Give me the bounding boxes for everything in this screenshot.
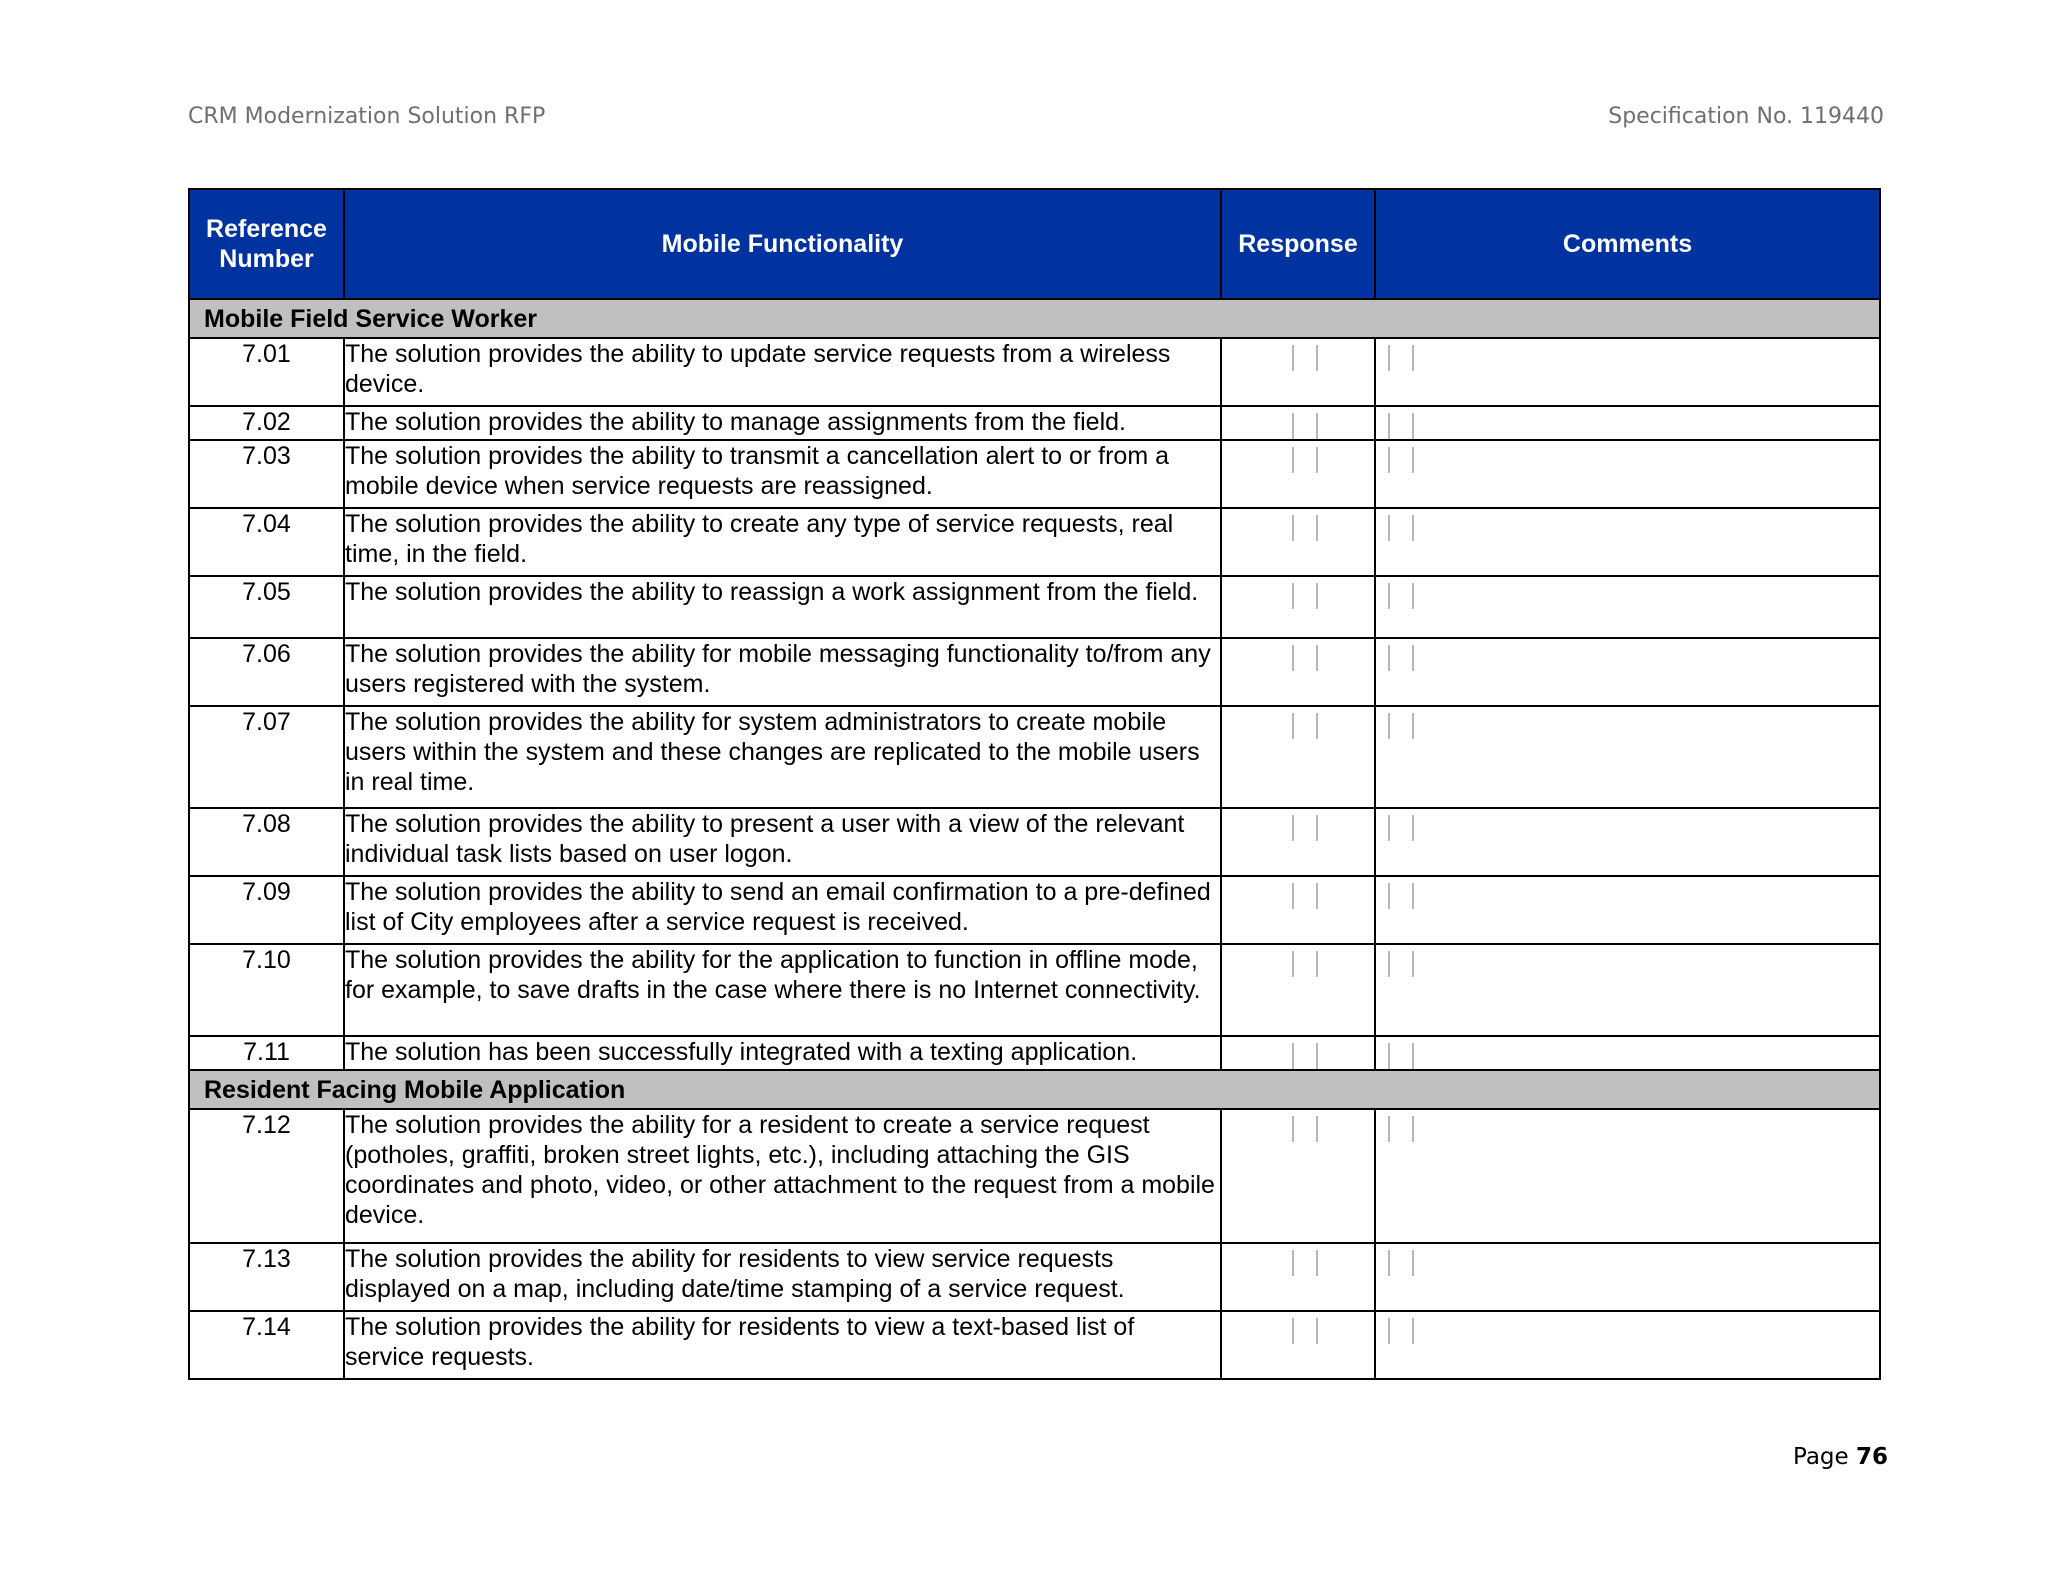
section-row	[189, 299, 1880, 338]
reference-number: 7.02	[189, 406, 344, 440]
response-cell[interactable]	[1221, 638, 1375, 706]
requirement-text: The solution provides the ability for a resident to create a service request (potholes, graffiti, broken street lights, etc.), including attaching the GIS coordinates and photo, video, or other attachment to the request from a mobile device.	[344, 1109, 1221, 1243]
comments-field[interactable]	[1388, 1043, 1414, 1069]
response-cell[interactable]	[1221, 944, 1375, 1036]
response-field[interactable]	[1292, 515, 1318, 541]
reference-number: 7.07	[189, 706, 344, 808]
reference-number: 7.09	[189, 876, 344, 944]
reference-number: 7.14	[189, 1311, 344, 1379]
column-header-reference-number: Reference Number	[189, 189, 344, 299]
table-row	[189, 1243, 1880, 1311]
response-cell[interactable]	[1221, 440, 1375, 508]
reference-number: 7.11	[189, 1036, 344, 1070]
table-row	[189, 638, 1880, 706]
response-cell[interactable]	[1221, 338, 1375, 406]
comments-cell[interactable]	[1375, 406, 1880, 440]
requirement-text: The solution provides the ability to manage assignments from the field.	[344, 406, 1221, 440]
comments-field[interactable]	[1388, 447, 1414, 473]
response-cell[interactable]	[1221, 1243, 1375, 1311]
reference-number: 7.06	[189, 638, 344, 706]
comments-cell[interactable]	[1375, 1036, 1880, 1070]
response-field[interactable]	[1292, 413, 1318, 439]
table-header-row	[189, 189, 1880, 299]
page-label: Page	[1792, 1444, 1849, 1470]
column-header-mobile-functionality: Mobile Functionality	[344, 189, 1221, 299]
page-header	[188, 104, 1884, 134]
page-number-value: 76	[1855, 1444, 1888, 1470]
requirements-table	[188, 188, 1881, 1380]
response-field[interactable]	[1292, 583, 1318, 609]
response-field[interactable]	[1292, 1116, 1318, 1142]
requirement-text: The solution provides the ability to present a user with a view of the relevant individual task lists based on user logon.	[344, 808, 1221, 876]
response-cell[interactable]	[1221, 808, 1375, 876]
table-row	[189, 406, 1880, 440]
requirement-text: The solution has been successfully integrated with a texting application.	[344, 1036, 1221, 1070]
table-row	[189, 1311, 1880, 1379]
response-cell[interactable]	[1221, 1311, 1375, 1379]
comments-cell[interactable]	[1375, 808, 1880, 876]
response-field[interactable]	[1292, 1250, 1318, 1276]
comments-field[interactable]	[1388, 645, 1414, 671]
response-field[interactable]	[1292, 447, 1318, 473]
response-field[interactable]	[1292, 713, 1318, 739]
table-row	[189, 808, 1880, 876]
response-cell[interactable]	[1221, 706, 1375, 808]
specification-number: Specification No. 119440	[1608, 104, 1884, 129]
table-row	[189, 508, 1880, 576]
reference-number: 7.05	[189, 576, 344, 638]
comments-field[interactable]	[1388, 515, 1414, 541]
requirement-text: The solution provides the ability for system administrators to create mobile users within the system and these changes are replicated to the mobile users in real time.	[344, 706, 1221, 808]
requirement-text: The solution provides the ability to create any type of service requests, real time, in the field.	[344, 508, 1221, 576]
table-row	[189, 944, 1880, 1036]
response-field[interactable]	[1292, 1318, 1318, 1344]
requirement-text: The solution provides the ability to update service requests from a wireless device.	[344, 338, 1221, 406]
comments-field[interactable]	[1388, 815, 1414, 841]
comments-cell[interactable]	[1375, 440, 1880, 508]
comments-cell[interactable]	[1375, 876, 1880, 944]
reference-number: 7.10	[189, 944, 344, 1036]
comments-cell[interactable]	[1375, 944, 1880, 1036]
comments-cell[interactable]	[1375, 338, 1880, 406]
response-cell[interactable]	[1221, 508, 1375, 576]
response-cell[interactable]	[1221, 406, 1375, 440]
column-header-response: Response	[1221, 189, 1375, 299]
response-cell[interactable]	[1221, 1036, 1375, 1070]
comments-field[interactable]	[1388, 1116, 1414, 1142]
comments-field[interactable]	[1388, 1250, 1414, 1276]
comments-field[interactable]	[1388, 345, 1414, 371]
comments-cell[interactable]	[1375, 706, 1880, 808]
comments-cell[interactable]	[1375, 1243, 1880, 1311]
comments-cell[interactable]	[1375, 576, 1880, 638]
table-row	[189, 876, 1880, 944]
comments-field[interactable]	[1388, 413, 1414, 439]
requirement-text: The solution provides the ability to reassign a work assignment from the field.	[344, 576, 1221, 638]
section-title: Mobile Field Service Worker	[189, 299, 1880, 338]
table-row	[189, 1109, 1880, 1243]
reference-number: 7.13	[189, 1243, 344, 1311]
response-field[interactable]	[1292, 883, 1318, 909]
reference-number: 7.08	[189, 808, 344, 876]
comments-cell[interactable]	[1375, 1109, 1880, 1243]
reference-number: 7.04	[189, 508, 344, 576]
comments-cell[interactable]	[1375, 638, 1880, 706]
reference-number: 7.01	[189, 338, 344, 406]
comments-field[interactable]	[1388, 1318, 1414, 1344]
response-cell[interactable]	[1221, 1109, 1375, 1243]
comments-field[interactable]	[1388, 583, 1414, 609]
response-cell[interactable]	[1221, 576, 1375, 638]
requirement-text: The solution provides the ability to send an email confirmation to a pre-defined list of City employees after a service request is received.	[344, 876, 1221, 944]
reference-number: 7.03	[189, 440, 344, 508]
requirement-text: The solution provides the ability for the application to function in offline mode, for example, to save drafts in the case where there is no Internet connectivity.	[344, 944, 1221, 1036]
requirement-text: The solution provides the ability for residents to view service requests displayed on a map, including date/time stamping of a service request.	[344, 1243, 1221, 1311]
comments-cell[interactable]	[1375, 508, 1880, 576]
comments-cell[interactable]	[1375, 1311, 1880, 1379]
page-number	[1793, 1444, 1888, 1470]
comments-field[interactable]	[1388, 883, 1414, 909]
response-field[interactable]	[1292, 815, 1318, 841]
response-field[interactable]	[1292, 645, 1318, 671]
table-row	[189, 1036, 1880, 1070]
table-row	[189, 576, 1880, 638]
column-header-comments: Comments	[1375, 189, 1880, 299]
comments-field[interactable]	[1388, 713, 1414, 739]
requirement-text: The solution provides the ability to transmit a cancellation alert to or from a mobile device when service requests are reassigned.	[344, 440, 1221, 508]
document-title: CRM Modernization Solution RFP	[188, 104, 546, 129]
table-row	[189, 440, 1880, 508]
reference-number: 7.12	[189, 1109, 344, 1243]
requirement-text: The solution provides the ability for residents to view a text-based list of service requests.	[344, 1311, 1221, 1379]
response-cell[interactable]	[1221, 876, 1375, 944]
comments-field[interactable]	[1388, 951, 1414, 977]
response-field[interactable]	[1292, 1043, 1318, 1069]
response-field[interactable]	[1292, 951, 1318, 977]
section-title: Resident Facing Mobile Application	[189, 1070, 1880, 1109]
requirement-text: The solution provides the ability for mobile messaging functionality to/from any users registered with the system.	[344, 638, 1221, 706]
table-row	[189, 338, 1880, 406]
table-row	[189, 706, 1880, 808]
section-row	[189, 1070, 1880, 1109]
response-field[interactable]	[1292, 345, 1318, 371]
